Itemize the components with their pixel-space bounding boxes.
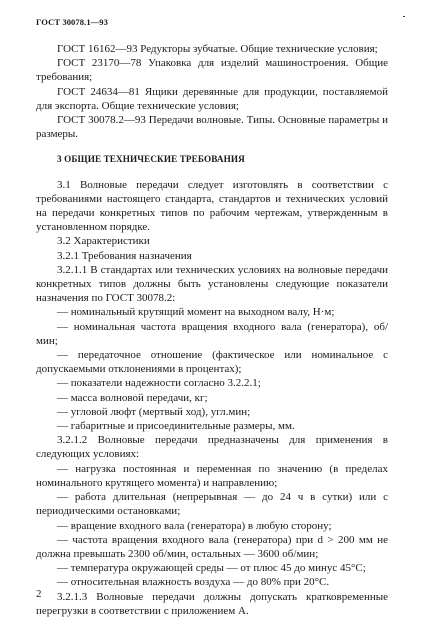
list-item: — передаточное отношение (фактическое или номинальное с допускаемыми отклонениями в процентах);: [36, 349, 388, 376]
paragraph-3-2-1: 3.2.1 Требования назначения: [57, 249, 192, 262]
list-item: — частота вращения входного вала (генератора) при d > 200 мм не должна превышать 2300 об/мин, остальных — 3600 об/мин;: [36, 533, 388, 560]
list-item: — номинальная частота вращения входного вала (генератора), об/мин;: [36, 320, 388, 347]
paragraph-3-2: 3.2 Характеристики: [57, 235, 150, 248]
reference-item: ГОСТ 30078.2—93 Передачи волновые. Типы. Основные параметры и размеры.: [36, 114, 388, 141]
document-header: ГОСТ 30078.1—93: [36, 17, 108, 27]
page-number: 2: [36, 588, 42, 600]
paragraph-3-2-1-1: 3.2.1.1 В стандартах или технических условиях на волновые передачи конкретных типов должны быть установлены следующие показатели назначения по ГОСТ 30078.2:: [36, 263, 388, 305]
corner-mark: [403, 16, 405, 17]
list-item: — нагрузка постоянная и переменная по значению (в пределах номинального крутящего момента) и направлению;: [36, 462, 388, 489]
list-item: — номинальный крутящий момент на выходном валу, Н·м;: [57, 306, 335, 319]
section-heading: 3 ОБЩИЕ ТЕХНИЧЕСКИЕ ТРЕБОВАНИЯ: [57, 154, 245, 165]
paragraph-3-2-1-3: 3.2.1.3 Волновые передачи должны допускать кратковременные перегрузки в соответствии с приложением А.: [36, 590, 388, 617]
list-item: — вращение входного вала (генератора) в любую сторону;: [57, 519, 332, 532]
list-item: — температура окружающей среды — от плюс 45 до минус 45°С;: [57, 562, 366, 575]
paragraph-3-1: 3.1 Волновые передачи следует изготовлять в соответствии с требованиями настоящего стандарта, стандартов и технических условий на передачи конкретных типов по рабочим чертежам, утвержденным в установленном порядке.: [36, 178, 388, 234]
reference-item: ГОСТ 23170—78 Упаковка для изделий машиностроения. Общие требования;: [36, 57, 388, 84]
list-item: — работа длительная (непрерывная — до 24 ч в сутки) или с периодическими остановками;: [36, 491, 388, 518]
document-body: [36, 42, 388, 618]
reference-item: ГОСТ 24634—81 Ящики деревянные для продукции, поставляемой для экспорта. Общие технические условия;: [36, 85, 388, 112]
list-item: — угловой люфт (мертвый ход), угл.мин;: [57, 405, 251, 418]
list-item: — показатели надежности согласно 3.2.2.1;: [57, 377, 261, 390]
reference-item: ГОСТ 16162—93 Редукторы зубчатые. Общие технические условия;: [57, 43, 378, 55]
list-item: — масса волновой передачи, кг;: [57, 391, 208, 404]
list-item: — относительная влажность воздуха — до 80% при 20°С.: [57, 576, 330, 589]
list-item: — габаритные и присоединительные размеры, мм.: [57, 420, 295, 433]
paragraph-3-2-1-2: 3.2.1.2 Волновые передачи предназначены для применения в следующих условиях:: [36, 434, 388, 461]
